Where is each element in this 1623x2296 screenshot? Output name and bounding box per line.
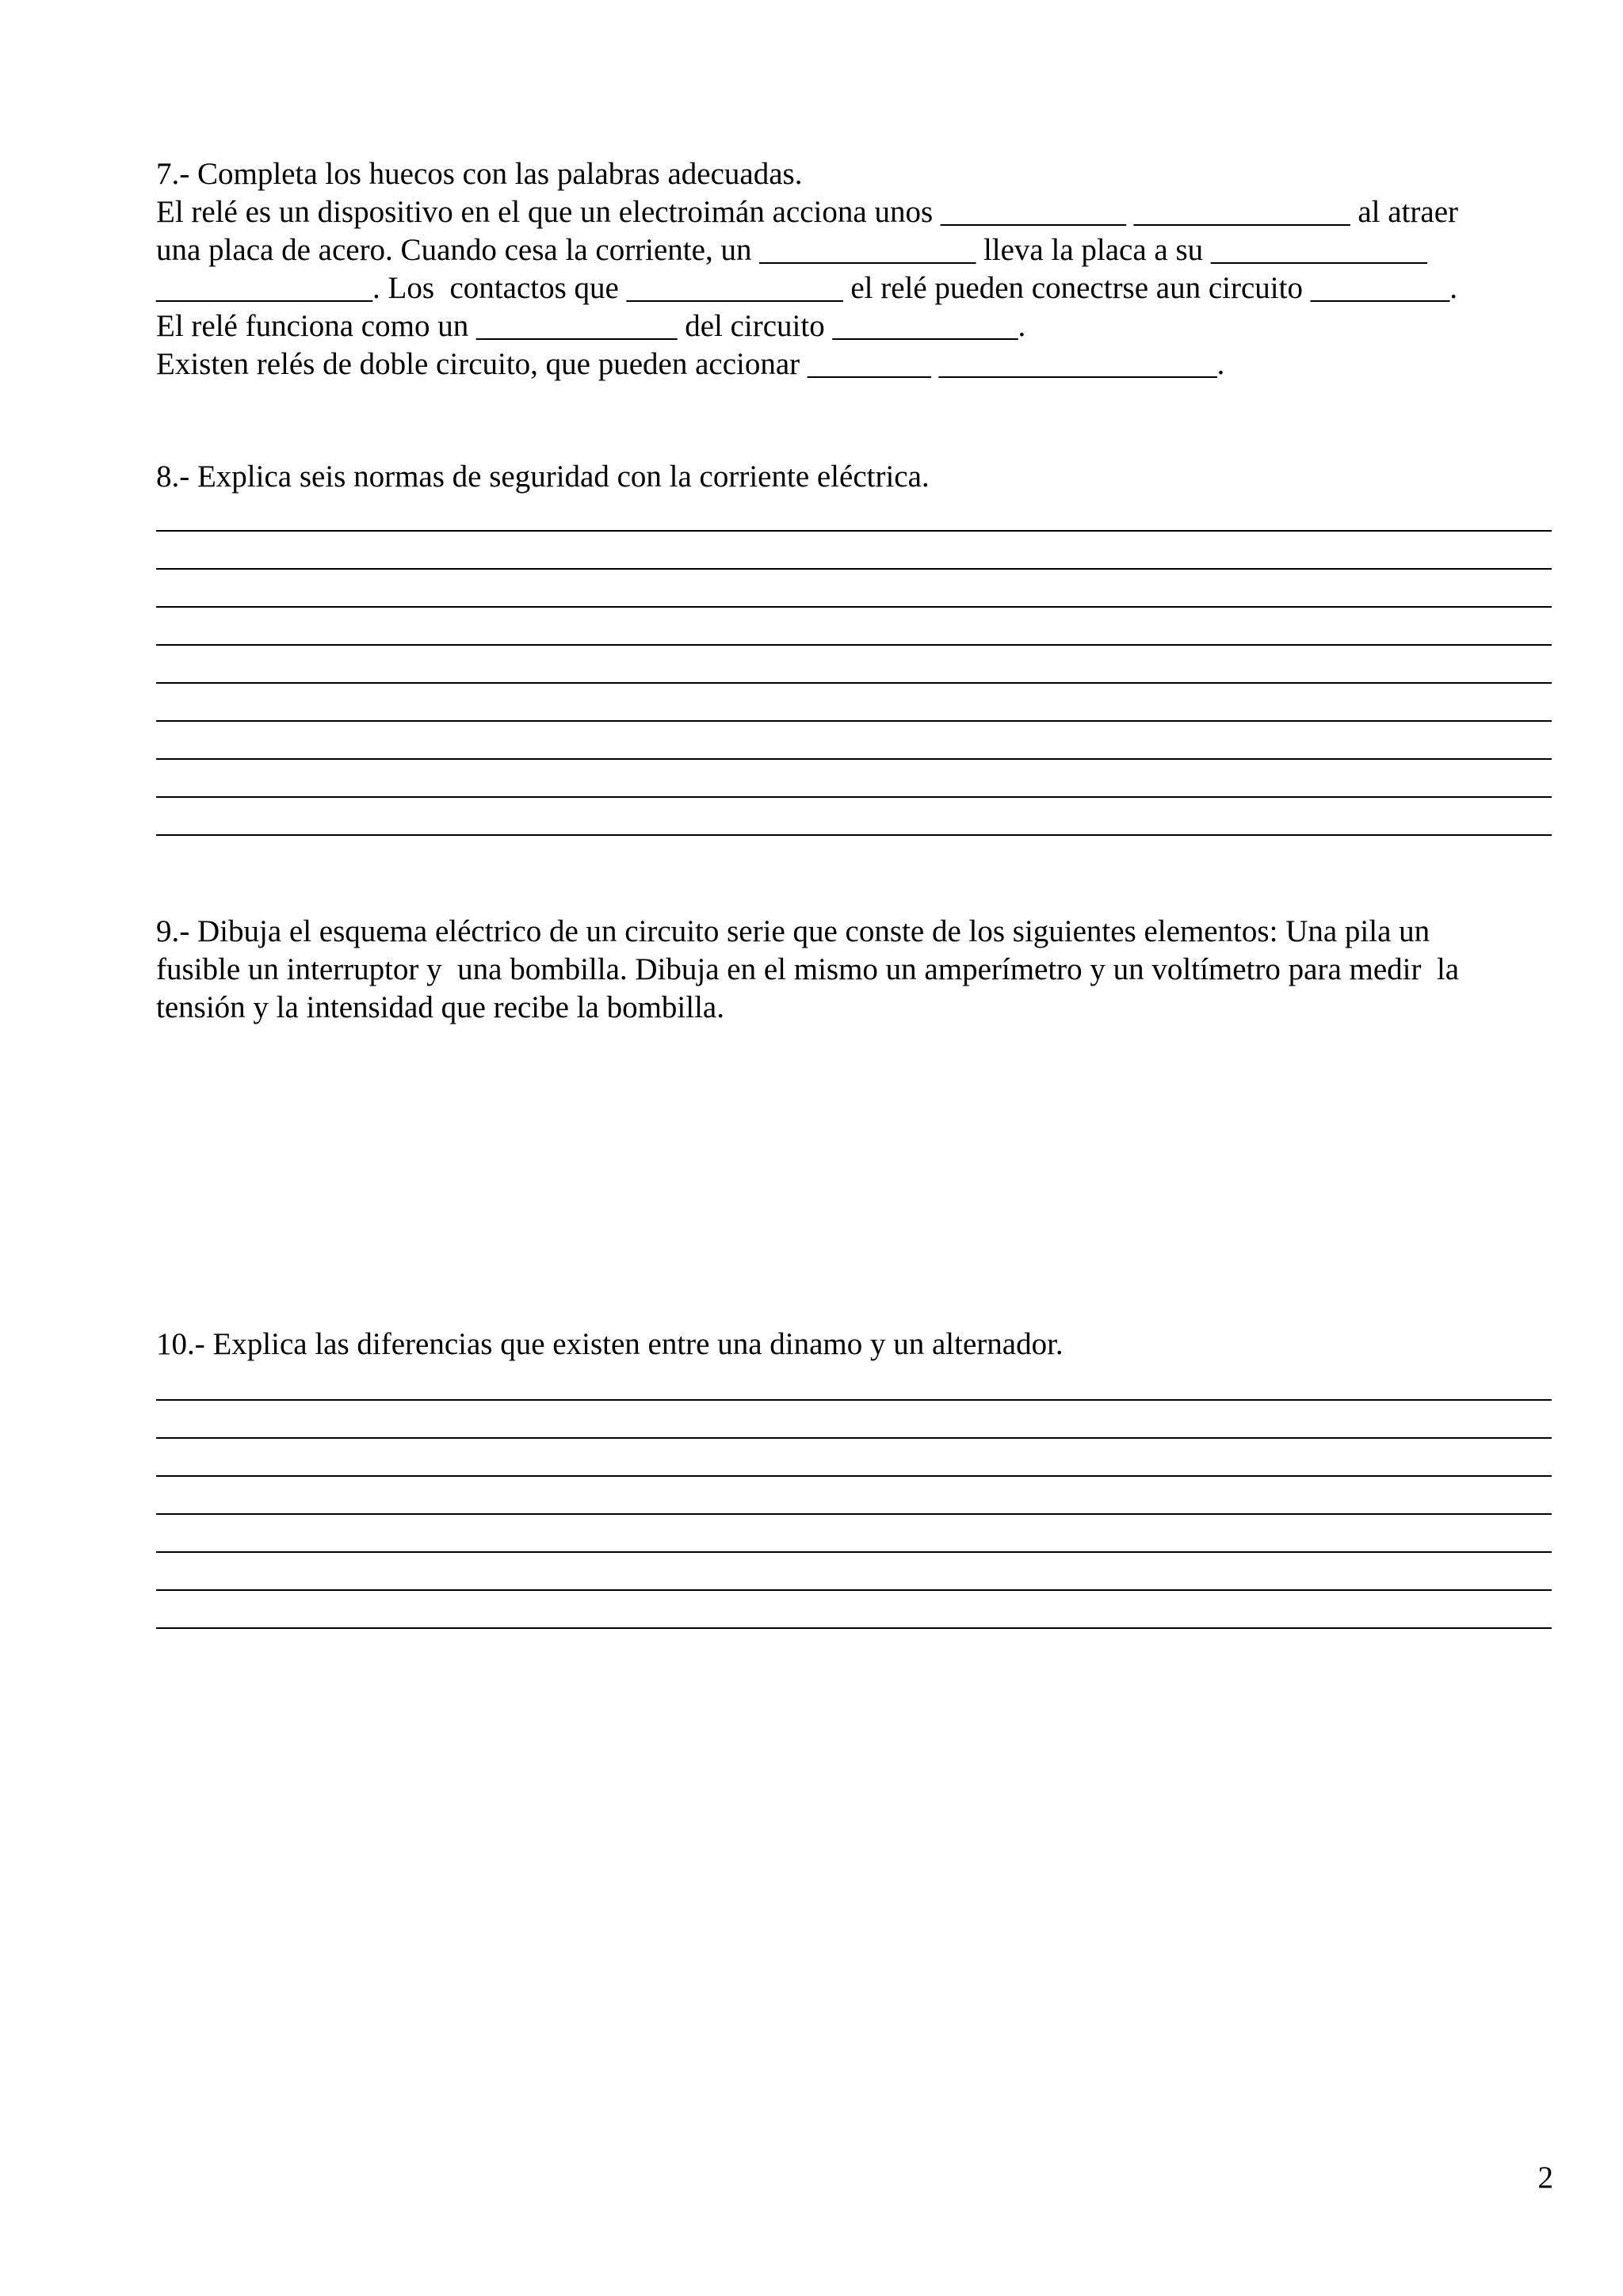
answer-line[interactable] <box>156 1627 1552 1629</box>
answer-line[interactable] <box>156 720 1552 722</box>
answer-line[interactable] <box>156 1399 1552 1401</box>
answer-line[interactable] <box>156 568 1552 570</box>
answer-line[interactable] <box>156 1551 1552 1553</box>
page-number: 2 <box>1537 2161 1553 2195</box>
answer-line[interactable] <box>156 530 1552 532</box>
answer-line[interactable] <box>156 758 1552 760</box>
answer-line[interactable] <box>156 1589 1552 1591</box>
answer-line[interactable] <box>156 1437 1552 1439</box>
question-7-line: El relé funciona como un _____________ del circuito ____________. <box>156 309 1026 343</box>
question-7-line: una placa de acero. Cuando cesa la corriente, un ______________ lleva la placa a su ______________ <box>156 233 1427 267</box>
answer-line[interactable] <box>156 1513 1552 1515</box>
question-7-line: ______________. Los contactos que ______________ el relé pueden conectrse aun circuito _________. <box>156 271 1457 305</box>
answer-line[interactable] <box>156 682 1552 684</box>
answer-line[interactable] <box>156 606 1552 608</box>
question-9-line: 9.- Dibuja el esquema eléctrico de un circuito serie que conste de los siguientes elementos: Una pila un <box>156 914 1430 948</box>
question-8-title: 8.- Explica seis normas de seguridad con la corriente eléctrica. <box>156 460 930 494</box>
question-7-title: 7.- Completa los huecos con las palabras adecuadas. <box>156 157 803 191</box>
answer-line[interactable] <box>156 644 1552 646</box>
question-10-title: 10.- Explica las diferencias que existen entre una dinamo y un alternador. <box>156 1327 1064 1361</box>
question-7-line: El relé es un dispositivo en el que un electroimán acciona unos ____________ ______________ al atraer <box>156 195 1459 229</box>
question-7-line: Existen relés de doble circuito, que pueden accionar ________ __________________. <box>156 347 1225 381</box>
question-9-line: tensión y la intensidad que recibe la bombilla. <box>156 990 724 1024</box>
answer-line[interactable] <box>156 834 1552 836</box>
answer-line[interactable] <box>156 796 1552 798</box>
answer-line[interactable] <box>156 1475 1552 1477</box>
question-9-line: fusible un interruptor y una bombilla. Dibuja en el mismo un amperímetro y un voltímetro para medir la <box>156 952 1460 986</box>
